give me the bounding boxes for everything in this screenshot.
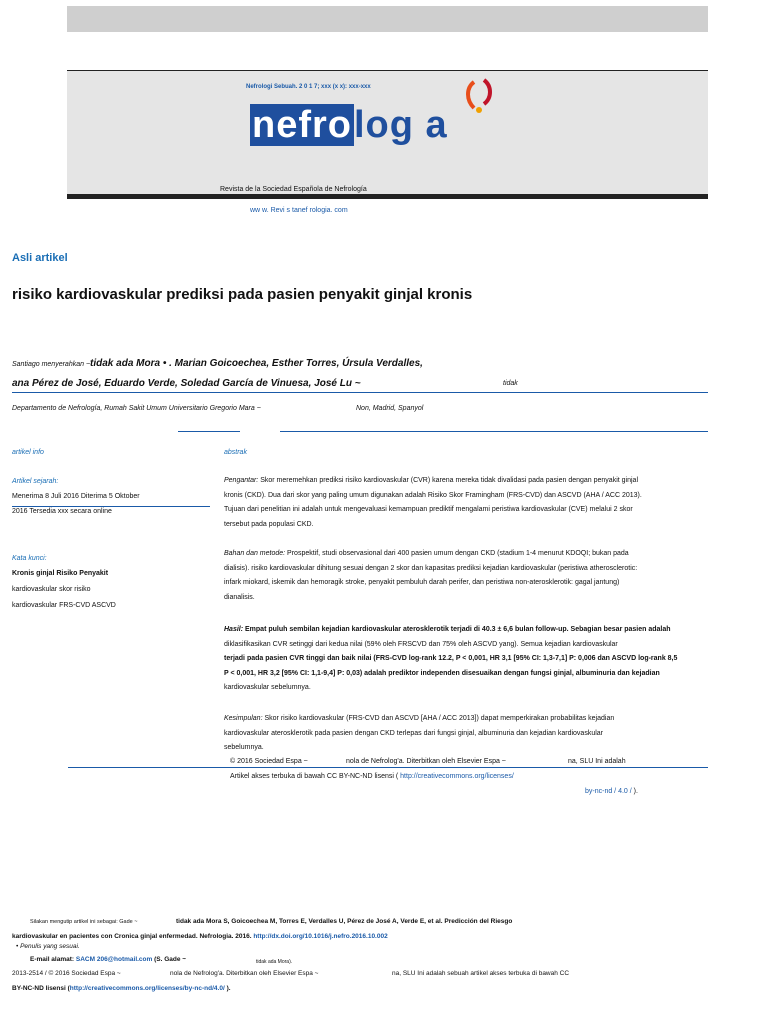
- abstract-rule: [68, 767, 708, 768]
- journal-citation: Nefrologi Sebuah. 2 0 1 7; xxx (x x): xxx-xxx: [246, 84, 371, 90]
- email-line: [30, 954, 186, 966]
- history-received: Menerima 8 Juli 2016 Diterima 5 Oktober: [12, 493, 140, 500]
- cite-label: Silakan mengutip artikel ini sebagai: Gade ~: [30, 919, 138, 925]
- article-type: Asli artikel: [12, 252, 68, 264]
- abstract-methods: [224, 547, 694, 605]
- logo-text-end: a: [425, 104, 448, 146]
- intro-line-3: Tujuan dari penelitian ini adalah untuk mengevaluasi kemampuan prediktif mengalami peristiwa kardiovaskular (CVE) melalui 2 skor: [224, 506, 633, 513]
- results-line-5: kardiovaskular sebelumnya.: [224, 684, 311, 691]
- header-rule: [67, 194, 708, 199]
- conclusion-line-2: kardiovaskular aterosklerotik pada pasien dengan CKD terlepas dari fungsi ginjal, albuminuria dan kejadian kardiovaskular: [224, 729, 603, 737]
- journal-logo: [250, 104, 448, 147]
- affiliation-rule-left: [178, 431, 240, 432]
- license-foot-end: ).: [226, 985, 231, 992]
- results-label: Hasil:: [224, 626, 244, 633]
- intro-line-1: Skor meremehkan prediksi risiko kardiovaskular (CVR) karena mereka tidak divalidasi pada pasien dengan penyakit ginjal: [258, 477, 638, 484]
- author-note: tidak: [503, 380, 518, 387]
- abstract-heading: abstrak: [224, 449, 247, 456]
- license-foot-c: na, SLU Ini adalah sebuah artikel akses terbuka di bawah CC: [392, 970, 570, 977]
- email-label: E-mail alamat:: [30, 956, 75, 963]
- intro-line-2: kronis (CKD). Dua dari skor yang paling umum digunakan adalah Risiko Skor Framingham (FRS-CVD) dan ASCVD (AHA / ACC 2013).: [224, 491, 642, 499]
- cite-text-2: kardiovaskular en pacientes con Cronica ginjal enfermedad. Nefrologia. 2016.: [12, 933, 252, 940]
- license-line: [230, 769, 514, 784]
- results-line-2: diklasifikasikan CVR setinggi dari kedua nilai (59% oleh FRSCVD dan 75% oleh ASCVD yang). Semua kejadian kardiovaskular: [224, 640, 618, 648]
- conclusion-line-1: Skor risiko kardiovaskular (FRS-CVD dan ASCVD [AHA / ACC 2013]) dapat memperkirakan probabilitas kejadian: [262, 715, 615, 722]
- abstract-conclusion: [224, 712, 694, 756]
- results-line-3: terjadi pada pasien CVR tinggi dan baik nilai (FRS-CVD log-rank 12.2, P < 0,001, HR 3,1 [95% CI: 1,3-7,1] P: 0,006 dan ASCVD log-rank 8,5: [224, 655, 678, 662]
- affiliation: Departamento de Nefrología, Rumah Sakit Umum Universitario Gregorio Mara ~: [12, 405, 261, 412]
- license-end: ).: [633, 788, 638, 795]
- methods-line-2: dialisis). risiko kardiovaskular dihitung sesuai dengan 2 skor dan kapasitas prediksi kejadian kardiovaskular (peristiwa atherosclerotic:: [224, 564, 638, 572]
- email-link[interactable]: SACM 206@hotmail.com: [75, 956, 153, 963]
- license-foot-link[interactable]: http://creativecommons.org/licenses/by-nc-nd/4.0/: [69, 985, 225, 992]
- keyword-2: kardiovaskular skor risiko: [12, 586, 91, 593]
- doi-link[interactable]: http://dx.doi.org/10.1016/j.nefro.2016.10.002: [253, 933, 388, 940]
- license-text: Artikel akses terbuka di bawah CC BY-NC-ND lisensi (: [230, 773, 399, 780]
- corresponding-note: • Penulis yang sesuai.: [16, 943, 80, 950]
- copyright-b: nola de Nefrolog'a. Diterbitkan oleh Elsevier Espa ~: [346, 758, 506, 765]
- results-line-4: P < 0,001, HR 3,2 [95% CI: 1,1-9,4] P: 0,03) adalah prediktor independen disesuaikan dengan fungsi ginjal, albuminuria dan kejadian: [224, 669, 660, 677]
- keyword-3: kardiovaskular FRS-CVD ASCVD: [12, 602, 116, 609]
- authors-line-1: [12, 358, 423, 369]
- authors-names-1: tidak ada Mora • . Marian Goicoechea, Esther Torres, Úrsula Verdalles,: [90, 358, 423, 369]
- authors-line-2: ana Pérez de José, Eduardo Verde, Soledad García de Vinuesa, José Lu ~: [12, 378, 361, 389]
- article-info-heading: artikel info: [12, 449, 44, 456]
- article-title: risiko kardiovaskular prediksi pada pasien penyakit ginjal kronis: [12, 286, 473, 303]
- logo-text-boxed: nefro: [252, 104, 352, 146]
- license-foot-a: 2013-2514 / © 2016 Sociedad Espa ~: [12, 970, 121, 977]
- authors-rule: [12, 392, 708, 393]
- license-foot-text: BY-NC-ND lisensi (: [12, 985, 70, 992]
- intro-label: Pengantar:: [224, 477, 259, 484]
- email-note: tidak ada Mora).: [256, 959, 293, 965]
- affiliation-rule-right: [280, 431, 708, 432]
- license-link[interactable]: http://creativecommons.org/licenses/: [400, 773, 514, 780]
- logo-mark-icon: [462, 78, 498, 118]
- license-link-2[interactable]: by-nc-nd / 4.0 /: [585, 788, 632, 795]
- abstract-intro: [224, 474, 694, 532]
- authors-prefix: Santiago menyerahkan ~: [12, 361, 91, 368]
- history-online: 2016 Tersedia xxx secara online: [12, 508, 112, 515]
- society-name: Revista de la Sociedad Española de Nefrología: [220, 186, 367, 193]
- email-rest: (S. Gade ~: [154, 956, 187, 963]
- methods-label: Bahan dan metode:: [224, 550, 286, 557]
- abstract-results: [224, 623, 694, 696]
- copyright-c: na, SLU Ini adalah: [568, 758, 626, 765]
- cite-line-1: tidak ada Mora S, Goicoechea M, Torres E, Verdalles U, Pérez de José A, Verde E, et al. Predicción del Riesgo: [176, 918, 513, 925]
- logo-text: log: [354, 104, 426, 146]
- journal-url-link[interactable]: ww w. Revi s tanef rologia. com: [250, 207, 348, 214]
- history-rule: [12, 506, 210, 507]
- license-foot-line-2: [12, 983, 231, 995]
- affiliation-city: Non, Madrid, Spanyol: [356, 405, 424, 412]
- history-label: Artikel sejarah:: [12, 478, 59, 485]
- methods-line-3: infark miokard, iskemik dan hemoragik stroke, penyakit pembuluh darah perifer, dan peristiwa non-aterosklerotik: gagal jantung): [224, 579, 620, 586]
- methods-line-1: Prospektif, studi observasional dari 400 pasien umum dengan CKD (stadium 1-4 menurut KDOQI; bukan pada: [285, 550, 629, 557]
- intro-line-4: tersebut pada populasi CKD.: [224, 520, 314, 528]
- conclusion-label: Kesimpulan:: [224, 715, 263, 722]
- results-line-1: Empat puluh sembilan kejadian kardiovaskular aterosklerotik terjadi di 40.3 ± 6,6 bulan follow-up. Sebagian besar pasien adalah: [243, 626, 671, 633]
- keyword-1: Kronis ginjal Risiko Penyakit: [12, 570, 109, 577]
- conclusion-line-3: sebelumnya.: [224, 744, 264, 751]
- license-foot-b: nola de Nefrolog'a. Diterbitkan oleh Elsevier Espa ~: [170, 970, 319, 977]
- copyright-a: © 2016 Sociedad Espa ~: [230, 758, 308, 765]
- license-line-2: [585, 784, 638, 799]
- top-banner: [67, 6, 708, 32]
- methods-line-4: dianalisis.: [224, 593, 255, 601]
- keywords-label: Kata kunci:: [12, 555, 47, 562]
